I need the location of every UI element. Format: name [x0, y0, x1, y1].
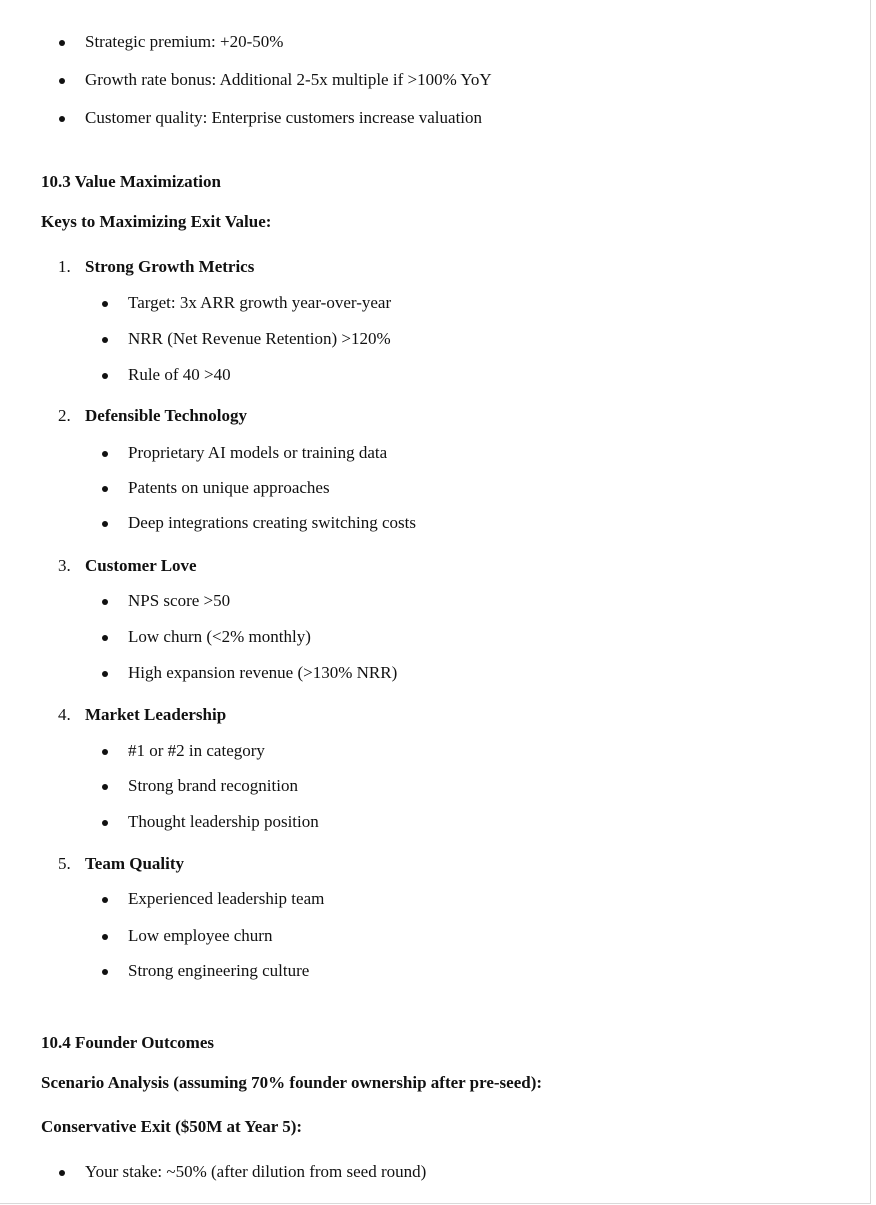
bullet-dot [59, 78, 65, 84]
list-item: Proprietary AI models or training data [128, 443, 388, 462]
bullet-dot [102, 521, 108, 527]
subheading: Scenario Analysis (assuming 70% founder ownership after pre-seed): [41, 1073, 543, 1092]
list-item: Target: 3x ARR growth year-over-year [128, 293, 392, 312]
list-item: Patents on unique approaches [128, 478, 330, 497]
list-item: Experienced leadership team [128, 889, 325, 908]
bullet-dot [59, 40, 65, 46]
subheading: Conservative Exit ($50M at Year 5): [41, 1117, 303, 1136]
bullet-dot [102, 784, 108, 790]
bullet-dot [59, 116, 65, 122]
list-item: Your stake: ~50% (after dilution from seed round) [85, 1162, 427, 1181]
numbered-item-title: Defensible Technology [85, 406, 247, 425]
section-heading: 10.4 Founder Outcomes [41, 1033, 214, 1052]
list-item: Strategic premium: +20-50% [85, 32, 284, 51]
numbered-item-title: Market Leadership [85, 705, 227, 724]
numbered-item-title: Strong Growth Metrics [85, 257, 255, 276]
bullet-dot [102, 301, 108, 307]
list-item: Rule of 40 >40 [128, 365, 231, 384]
bullet-dot [102, 969, 108, 975]
list-number: 4. [58, 705, 71, 724]
list-item: NPS score >50 [128, 591, 231, 610]
list-item: Strong brand recognition [128, 776, 298, 795]
bullet-dot [102, 820, 108, 826]
bullet-dot [59, 1170, 65, 1176]
list-number: 2. [58, 406, 71, 425]
bullet-dot [102, 671, 108, 677]
subheading: Keys to Maximizing Exit Value: [41, 212, 272, 231]
bullet-dot [102, 749, 108, 755]
list-item: Low churn (<2% monthly) [128, 627, 311, 646]
list-item: NRR (Net Revenue Retention) >120% [128, 329, 391, 348]
list-number: 1. [58, 257, 71, 276]
bullet-dot [102, 635, 108, 641]
list-number: 3. [58, 556, 71, 575]
bullet-dot [102, 337, 108, 343]
numbered-item-title: Team Quality [85, 854, 185, 873]
section-heading: 10.3 Value Maximization [41, 172, 221, 191]
bullet-dot [102, 451, 108, 457]
list-item: Growth rate bonus: Additional 2-5x multiple if >100% YoY [85, 70, 492, 89]
numbered-item-title: Customer Love [85, 556, 197, 575]
list-item: Low employee churn [128, 926, 273, 945]
bullet-dot [102, 599, 108, 605]
bullet-dot [102, 897, 108, 903]
list-item: Strong engineering culture [128, 961, 310, 980]
list-item: High expansion revenue (>130% NRR) [128, 663, 398, 682]
bullet-dot [102, 934, 108, 940]
list-number: 5. [58, 854, 71, 873]
list-item: #1 or #2 in category [128, 741, 265, 760]
list-item: Deep integrations creating switching costs [128, 513, 416, 532]
bullet-dot [102, 486, 108, 492]
list-item: Thought leadership position [128, 812, 319, 831]
bullet-dot [102, 373, 108, 379]
list-item: Customer quality: Enterprise customers increase valuation [85, 108, 483, 127]
